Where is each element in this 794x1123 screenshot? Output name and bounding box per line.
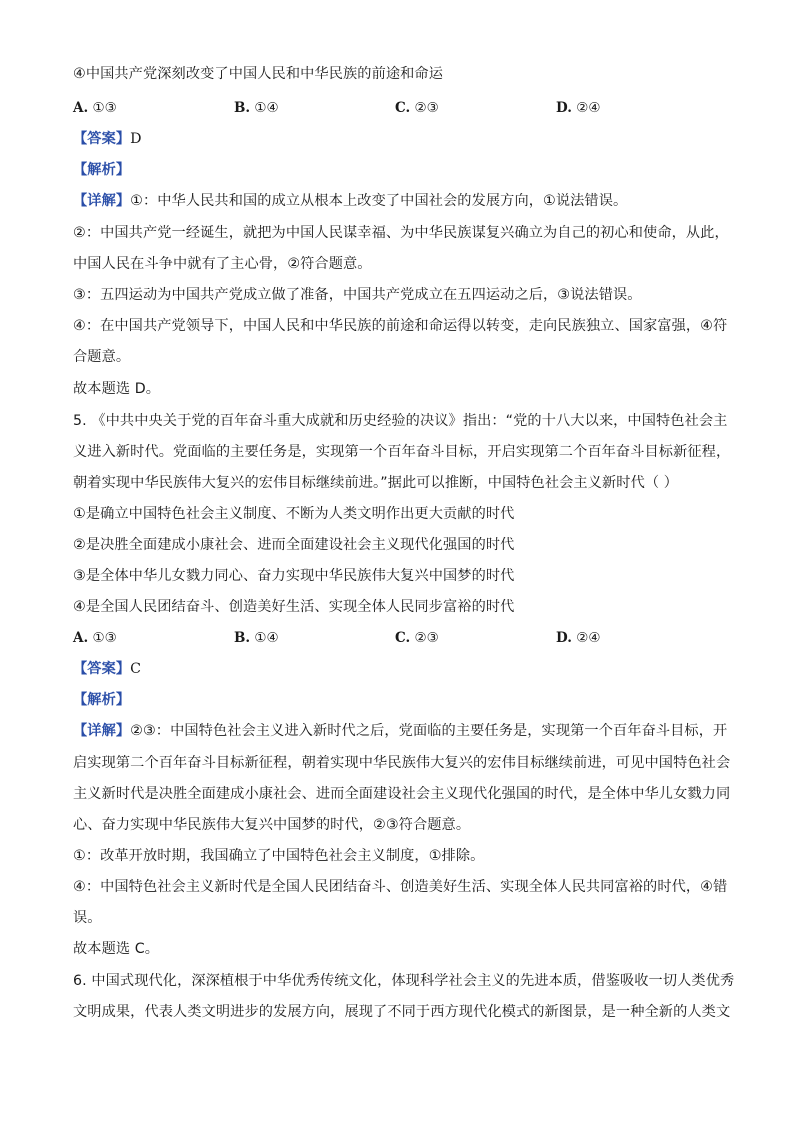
detail-tag: 【详解】 (73, 723, 131, 739)
answer-value: C (130, 661, 142, 677)
q4-detail-line-2: ②：中国共产党一经诞生，就把为中国人民谋幸福、为中华民族谋复兴确立为自己的初心和使命，从此， (73, 225, 729, 241)
answer-value: D (130, 131, 142, 147)
q5-detail-line-7: 误。 (73, 910, 102, 926)
q4-option-a: A. ①③ (73, 100, 117, 116)
q5-detail-line-3: 主义新时代是决胜全面建成小康社会、进而全面建设社会主义现代化强国的时代，是全体中华儿女戮力同 (73, 786, 731, 802)
q5-stem-line-2: 义进入新时代。党面临的主要任务是，实现第一个百年奋斗目标，开启实现第二个百年奋斗目标新征程， (73, 444, 731, 460)
q5-detail-line-2: 启实现第二个百年奋斗目标新征程，朝着实现中华民族伟大复兴的宏伟目标继续前进，可见中国特色社会 (73, 755, 731, 771)
q5-detail-line-5: ①：改革开放时期，我国确立了中国特色社会主义制度，①排除。 (73, 848, 485, 864)
q5-stem-line-1: 5. 《中共中央关于党的百年奋斗重大成就和历史经验的决议》指出：“党的十八大以来，中国特色社会主 (73, 413, 728, 429)
q5-item-4: ④是全国人民团结奋斗、创造美好生活、实现全体人民同步富裕的时代 (73, 599, 515, 615)
q5-detail-line-6: ④：中国特色社会主义新时代是全国人民团结奋斗、创造美好生活、实现全体人民共同富裕的时代，④错 (73, 879, 728, 895)
q5-detail-line-1: 【详解】②③：中国特色社会主义进入新时代之后，党面临的主要任务是，实现第一个百年奋斗目标，开 (73, 723, 728, 739)
q4-option-d: D. ②④ (556, 100, 601, 116)
q5-analysis-heading: 【解析】 (73, 692, 131, 708)
q4-conclusion: 故本题选 D。 (73, 381, 161, 397)
q5-option-c: C. ②③ (395, 630, 439, 646)
q4-analysis-heading: 【解析】 (73, 162, 131, 178)
q5-item-3: ③是全体中华儿女戮力同心、奋力实现中华民族伟大复兴中国梦的时代 (73, 568, 515, 584)
q5-answer (73, 660, 141, 678)
q6-stem-line-2: 文明成果，代表人类文明进步的发展方向，展现了不同于西方现代化模式的新图景，是一种全新的人类文 (73, 1004, 731, 1020)
q4-option-b: B. ①④ (234, 100, 279, 116)
q5-stem-line-3: 朝着实现中华民族伟大复兴的宏伟目标继续前进。”据此可以推断，中国特色社会主义新时代（ ） (73, 475, 679, 491)
q4-detail-line-3: 中国人民在斗争中就有了主心骨，②符合题意。 (73, 256, 372, 272)
q4-option-c: C. ②③ (395, 100, 439, 116)
q5-conclusion: 故本题选 C。 (73, 941, 160, 957)
q5-option-a: A. ①③ (73, 630, 117, 646)
q6-stem-line-1: 6. 中国式现代化，深深植根于中华优秀传统文化，体现科学社会主义的先进本质，借鉴吸收一切人类优秀 (73, 973, 735, 989)
answer-tag: 【答案】 (73, 661, 131, 677)
q5-detail-line-4: 心、奋力实现中华民族伟大复兴中国梦的时代，②③符合题意。 (73, 817, 471, 833)
q4-item-4: ④中国共产党深刻改变了中国人民和中华民族的前途和命运 (73, 66, 444, 82)
q5-option-b: B. ①④ (234, 630, 279, 646)
q5-item-1: ①是确立中国特色社会主义制度、不断为人类文明作出更大贡献的时代 (73, 506, 515, 522)
q5-item-2: ②是决胜全面建成小康社会、进而全面建设社会主义现代化强国的时代 (73, 537, 515, 553)
q4-detail-line-6: 合题意。 (73, 349, 131, 365)
q4-detail-line-5: ④：在中国共产党领导下，中国人民和中华民族的前途和命运得以转变，走向民族独立、国家富强，④符 (73, 318, 728, 334)
q4-detail-line-4: ③：五四运动为中国共产党成立做了准备，中国共产党成立在五四运动之后，③说法错误。 (73, 287, 642, 303)
q5-option-d: D. ②④ (556, 630, 601, 646)
q4-detail-line-1: 【详解】①：中华人民共和国的成立从根本上改变了中国社会的发展方向，①说法错误。 (73, 193, 628, 209)
q4-answer (73, 130, 142, 148)
detail-tag: 【详解】 (73, 193, 131, 209)
answer-tag: 【答案】 (73, 131, 131, 147)
